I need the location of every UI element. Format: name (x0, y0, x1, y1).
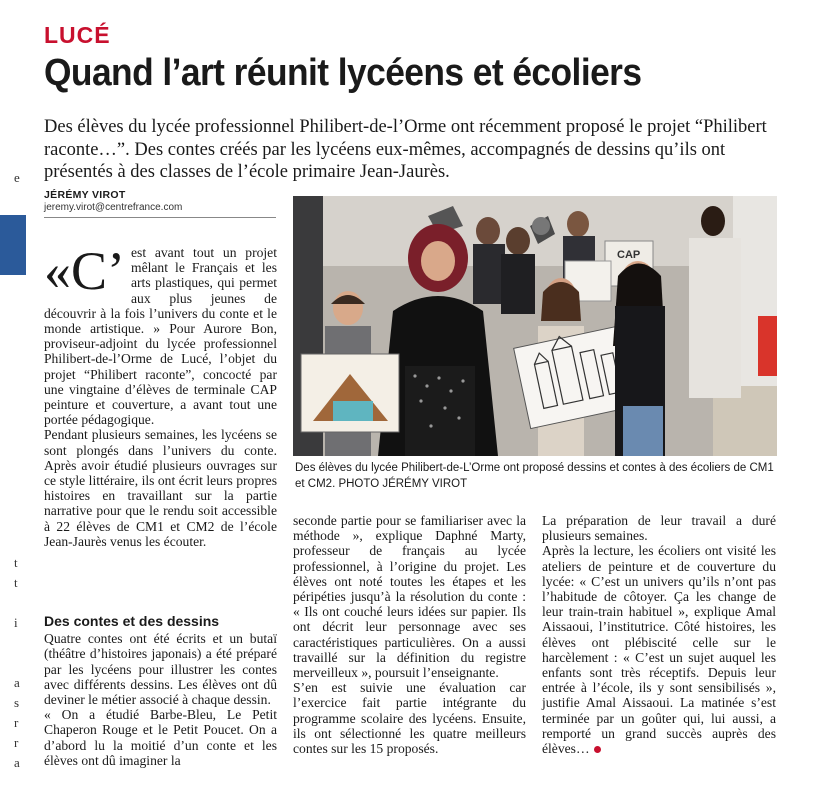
section-kicker: LUCÉ (44, 22, 111, 48)
article-photo (293, 196, 777, 456)
edge-fragment: t (14, 575, 18, 590)
article-column-2 (293, 513, 526, 756)
article-column-1-lower (44, 614, 277, 768)
paragraph: La préparation de leur travail a duré plusieurs semaines. (542, 513, 776, 544)
article-column-3 (542, 513, 776, 756)
paragraph: S’en est suivie une évaluation car l’exercice fait partie intégrante du programme scolaire des lycéens. Ensuite, ils ont sélectionné les quatre meilleurs contes sur les 15 proposés. (293, 680, 526, 757)
edge-fragment: a (14, 755, 20, 770)
paragraph: Quatre contes ont été écrits et un butaï (théâtre d’histoires japonais) a été préparé par les lycéens pour illustrer les contes avec différents dessins. Les élèves ont dû deviner le métier associé à chaque dessin. (44, 631, 277, 708)
paragraph: « On a étudié Barbe-Bleu, Le Petit Chaperon Rouge et le Petit Poucet. On a d’abord lu la moitié d’un conte et les élèves ont dû imaginer la (44, 707, 277, 768)
lead-paragraph: Des élèves du lycée professionnel Philibert-de-l’Orme ont récemment proposé le projet “Philibert raconte…”. Des contes créés par les lycéens eux-mêmes, accompagnés de dessins qu’ils ont présentés à des classes de l’école primaire Jean-Jaurès. (44, 117, 767, 182)
byline (44, 189, 276, 218)
paragraph (542, 543, 776, 756)
subheading: Des contes et des dessins (44, 613, 220, 629)
paragraph: Pendant plusieurs semaines, les lycéens se sont plongés dans l’univers du conte. Après avoir étudié plusieurs ouvrages sur ce style littéraire, ils ont écrit leurs propres histoires en travaillant sur la partie narrative pour que le rendu soit accessible à 22 élèves de CM1 et CM2 de l’école Jean-Jaurès venus les écouter. (44, 427, 277, 549)
author-email: jeremy.virot@centrefrance.com (44, 202, 183, 213)
photo-sign-text: CAP (617, 249, 641, 261)
neighbor-photo-edge (0, 215, 26, 275)
edge-fragment: r (14, 715, 19, 730)
edge-fragment: s (14, 695, 20, 710)
byline-divider (44, 217, 276, 218)
edge-fragment: e (14, 170, 20, 185)
article-column-1 (44, 241, 277, 549)
author-name: JÉRÉMY VIROT (44, 189, 126, 201)
headline: Quand l’art réunit lycéens et écoliers (44, 52, 642, 94)
edge-fragment: a (14, 675, 20, 690)
edge-fragment: i (14, 615, 18, 630)
paragraph-text: Après la lecture, les écoliers ont visité les ateliers de peinture et de couverture du lycée: « C’est un univers qu’ils n’ont pas l’habitude de côtoyer. Ça les change de leur train-train habituel », explique Amal Aissaoui, l’institutrice. Côté histoires, les élèves ont plébiscité celle sur le harcèlement : « C’est un sujet auquel les enfants sont très réceptifs. Depuis leur entrée à l’école, ils y sont sensibilisés », justifie Amal Aissaoui. La matinée s’est terminée par un goûter qui, lui aussi, a remporté un grand succès auprès des élèves… (542, 543, 776, 757)
dropcap: «C’ (44, 241, 125, 301)
photo-caption: Des élèves du lycée Philibert-de-L’Orme ont proposé dessins et contes à des écoliers de CM1 et CM2. PHOTO JÉRÉMY VIROT (295, 462, 774, 490)
edge-fragment: t (14, 555, 18, 570)
edge-fragment: r (14, 735, 19, 750)
photo-illustration (293, 196, 777, 456)
paragraph: seconde partie pour se familiariser avec la méthode », explique Daphné Marty, professeur de français au lycée professionnel, à l’origine du projet. Les élèves ont noté toutes les étapes et les péripéties jusqu’à la résolution du conte : « Ils ont couché leurs idées sur papier. Ils ont décrit leur personnage avec ses caractéristiques particulières. On a aussi travaillé sur la définition du registre merveilleux », poursuit l’enseignante. (293, 513, 526, 681)
paragraph: est avant tout un projet mêlant le Français et les arts plastiques, qui permet aux plus jeunes de découvrir à la fois l’univers du conte et le monde artistique. » Pour Aurore Bon, proviseur-adjoint du lycée professionnel Philibert-de-l’Orme de Lucé, l’objet du projet “Philibert raconte”, concocté par une vingtaine d’élèves de terminale CAP peinture et couverture, a avant tout une portée pédagogique. (44, 245, 277, 428)
end-mark-icon (594, 746, 601, 753)
